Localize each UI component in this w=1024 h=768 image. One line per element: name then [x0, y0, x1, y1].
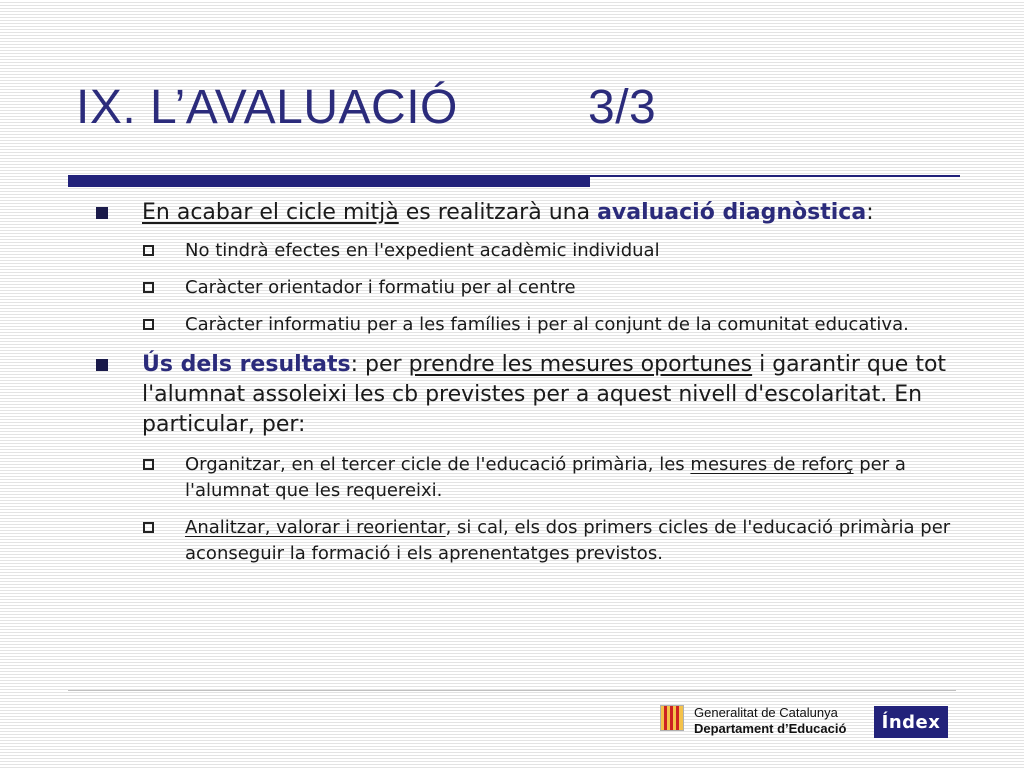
square-bullet-icon	[96, 359, 108, 371]
sub-bullet-2-2	[90, 515, 980, 567]
bullet-2-underlined: prendre les mesures oportunes	[408, 352, 753, 377]
bullet-1-underlined: En acabar el cicle mitjà	[142, 200, 399, 225]
title-rule-thick	[68, 175, 590, 187]
sub-bullet-1-3	[90, 312, 980, 338]
bullet-2-text: : per	[350, 352, 409, 377]
bullet-2-text-rest: i garantir que tot l'alumnat assoleixi les cb previstes per a aquest nivell d'escolaritat. En particular, per:	[142, 352, 947, 437]
bullet-1	[90, 198, 980, 228]
department-name: Departament d’Educació	[694, 721, 847, 736]
sub-bullet-text-rest: per a l'alumnat que les requereixi.	[185, 454, 906, 501]
sub-bullet-text: Caràcter informatiu per a les famílies i per al conjunt de la comunitat educativa.	[185, 314, 909, 335]
hollow-square-bullet-icon	[143, 459, 154, 470]
square-bullet-icon	[96, 207, 108, 219]
slide-content	[90, 198, 980, 578]
title-text: IX. L’AVALUACIÓ	[76, 81, 458, 134]
sub-bullet-text: , si cal, els dos primers cicles de l'educació primària per aconseguir la formació i els aprenentatges previstos.	[185, 517, 951, 564]
footer-rule	[68, 690, 956, 691]
hollow-square-bullet-icon	[143, 319, 154, 330]
sub-bullet-2-1	[90, 452, 980, 504]
bullet-1-keyword: avaluació diagnòstica	[597, 200, 867, 225]
sub-bullet-underlined: mesures de reforç	[690, 454, 854, 475]
index-button[interactable]: Índex	[874, 706, 948, 738]
sub-bullet-1-1	[90, 238, 980, 264]
sub-bullet-text: Organitzar, en el tercer cicle de l'educació primària, les	[185, 454, 691, 475]
page-number: 3/3	[588, 81, 657, 134]
hollow-square-bullet-icon	[143, 245, 154, 256]
hollow-square-bullet-icon	[143, 282, 154, 293]
bullet-2	[90, 350, 980, 440]
sub-bullet-text: Caràcter orientador i formatiu per al centre	[185, 277, 576, 298]
sub-bullet-underlined: Analitzar, valorar i reorientar	[185, 517, 446, 538]
org-name: Generalitat de Catalunya	[694, 705, 838, 720]
sub-bullet-text: No tindrà efectes en l'expedient acadèmic individual	[185, 240, 660, 261]
hollow-square-bullet-icon	[143, 522, 154, 533]
bullet-1-text: es realitzarà una	[398, 200, 598, 225]
title-rule-thin	[590, 175, 960, 177]
sub-bullet-1-2	[90, 275, 980, 301]
bullet-1-colon: :	[866, 200, 874, 225]
slide-title	[76, 80, 657, 135]
generalitat-logo-icon	[660, 705, 684, 731]
bullet-2-keyword: Ús dels resultats	[142, 352, 351, 377]
